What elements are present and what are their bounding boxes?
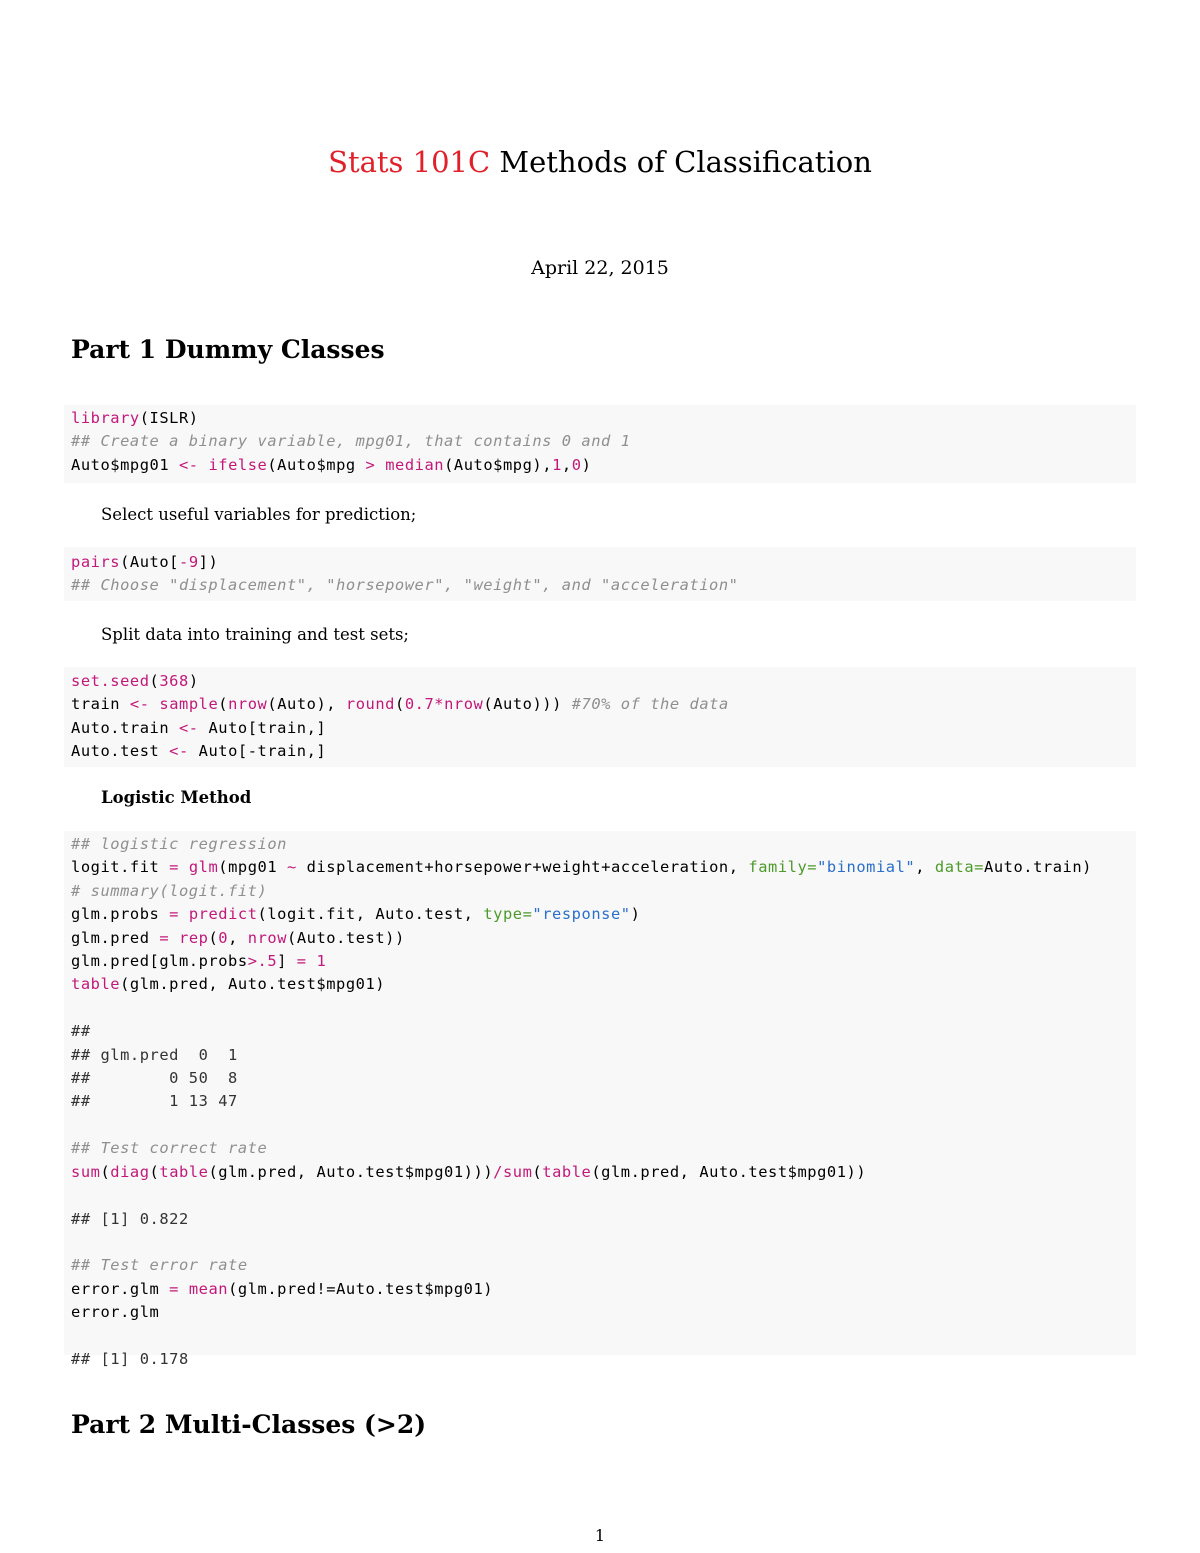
code-line: set.seed(368) xyxy=(71,672,199,690)
code-comment: ## Test correct rate xyxy=(71,1139,268,1158)
code-output: ## 1 13 47 xyxy=(71,1092,238,1111)
document-title xyxy=(0,142,1200,182)
code-blank xyxy=(71,1231,1136,1254)
code-line: glm.pred = rep(0, nrow(Auto.test)) xyxy=(71,928,405,947)
paragraph-logistic-method: Logistic Method xyxy=(101,788,252,807)
title-accent: Stats 101C xyxy=(328,145,491,179)
code-line: sum(diag(table(glm.pred, Auto.test$mpg01)))/sum(table(glm.pred, Auto.test$mpg01)) xyxy=(71,1162,867,1181)
code-block-pairs xyxy=(64,547,1136,601)
section-heading-part1: Part 1 Dummy Classes xyxy=(71,335,385,364)
paragraph-select-variables: Select useful variables for prediction; xyxy=(101,505,417,524)
code-line: error.glm = mean(glm.pred!=Auto.test$mpg01) xyxy=(71,1279,494,1298)
page-number: 1 xyxy=(594,1526,606,1545)
code-line: library(ISLR) xyxy=(71,409,199,427)
code-comment: ## Test error rate xyxy=(71,1256,248,1275)
section-heading-part2: Part 2 Multi-Classes (>2) xyxy=(71,1410,427,1439)
code-block-library xyxy=(64,405,1136,483)
code-line: glm.probs = predict(logit.fit, Auto.test, type="response") xyxy=(71,905,641,924)
code-output: ## xyxy=(71,1022,91,1041)
code-comment: ## Choose "displacement", "horsepower", "weight", and "acceleration" xyxy=(71,576,739,595)
code-output: ## [1] 0.178 xyxy=(71,1349,189,1368)
code-line: train <- sample(nrow(Auto), round(0.7*nrow(Auto))) #70% of the data xyxy=(71,695,729,714)
code-line: Auto.train <- Auto[train,] xyxy=(71,718,327,737)
code-line: table(glm.pred, Auto.test$mpg01) xyxy=(71,975,386,994)
code-output: ## [1] 0.822 xyxy=(71,1209,189,1228)
code-line: Auto.test <- Auto[-train,] xyxy=(71,742,327,761)
paragraph-split-data: Split data into training and test sets; xyxy=(101,625,409,644)
code-comment: # summary(logit.fit) xyxy=(71,881,268,900)
code-block-logistic xyxy=(64,831,1136,1368)
code-output: ## glm.pred 0 1 xyxy=(71,1045,238,1064)
code-comment: ## Create a binary variable, mpg01, that contains 0 and 1 xyxy=(71,432,631,451)
code-blank xyxy=(71,1184,1136,1207)
code-line: glm.pred[glm.probs>.5] = 1 xyxy=(71,952,327,971)
code-blank xyxy=(71,1325,1136,1348)
code-line: Auto$mpg01 <- ifelse(Auto$mpg > median(Auto$mpg),1,0) xyxy=(71,455,592,474)
code-line: pairs(Auto[-9]) xyxy=(71,553,219,571)
code-block-train-test xyxy=(64,667,1136,767)
code-line: logit.fit = glm(mpg01 ~ displacement+horsepower+weight+acceleration, family="binomial", data=Auto.train) xyxy=(71,858,1092,877)
document-date: April 22, 2015 xyxy=(531,257,669,279)
code-output: ## 0 50 8 xyxy=(71,1069,238,1088)
title-rest: Methods of Classification xyxy=(490,145,872,179)
code-comment: ## logistic regression xyxy=(71,835,287,853)
code-blank xyxy=(71,997,1136,1020)
code-line: error.glm xyxy=(71,1303,160,1322)
code-blank xyxy=(71,1114,1136,1137)
